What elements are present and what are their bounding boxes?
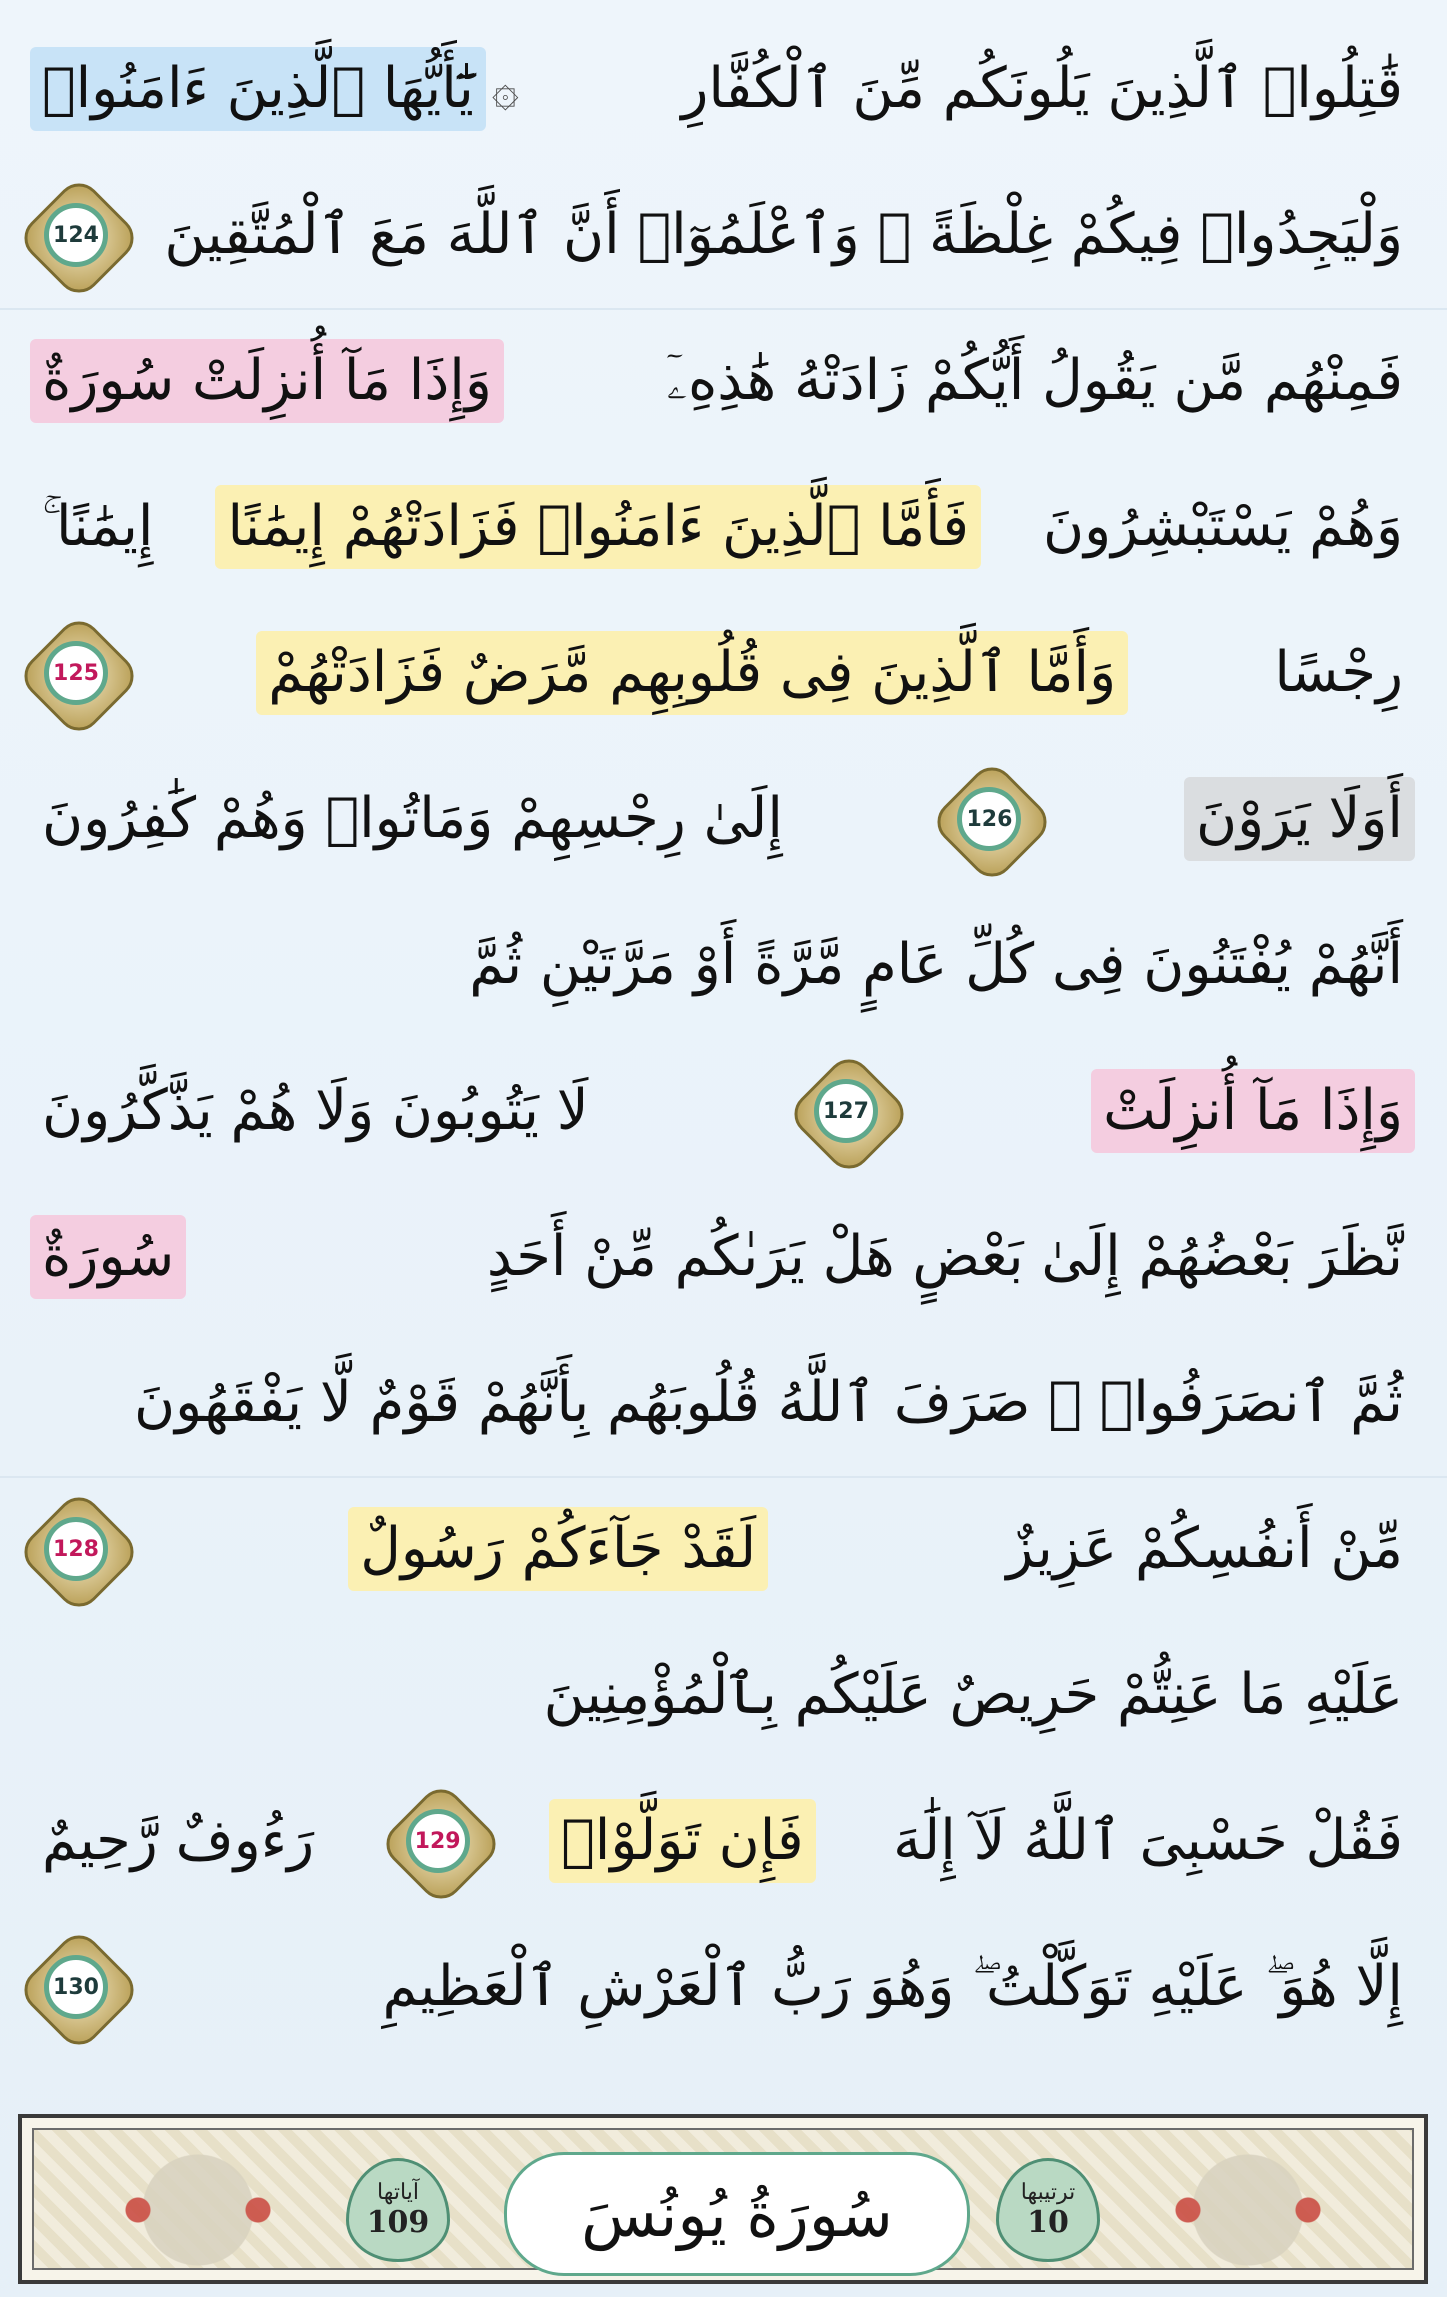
ornament-left-icon [48,2150,348,2270]
highlighted-segment: وَأَمَّا ٱلَّذِينَ فِى قُلُوبِهِم مَّرَضٌ فَزَادَتْهُمْ [256,631,1128,715]
surah-title-box [504,2152,970,2276]
highlighted-segment: يَٰٓأَيُّهَا ٱلَّذِينَ ءَامَنُوا۟ [30,47,486,131]
verse-line [30,1484,1415,1614]
verse-segment: قَٰتِلُوا۟ ٱلَّذِينَ يَلُونَكُم مِّنَ ٱلْكُفَّارِ [681,56,1403,121]
ornament-right-icon [1098,2150,1398,2270]
verse-line [30,900,1415,1030]
verse-line [30,1338,1415,1468]
section-divider [0,1476,1447,1478]
verse-segment: عَلَيْهِ مَا عَنِتُّمْ حَرِيصٌ عَلَيْكُم بِٱلْمُؤْمِنِينَ [543,1662,1403,1727]
ayah-number-marker [392,1795,484,1887]
ayah-number-marker [800,1065,892,1157]
verse-segment: رِجْسًا [1274,640,1403,705]
verse-line [30,1776,1415,1906]
verse-line [30,754,1415,884]
highlighted-segment: فَإِن تَوَلَّوْا۟ [549,1799,815,1883]
ayah-number-marker [30,1503,122,1595]
highlighted-segment: أَوَلَا يَرَوْنَ [1184,777,1415,861]
verse-line [30,24,1415,154]
ayah-number-marker [30,189,122,281]
ayah-number-marker [30,627,122,719]
verses-count-badge [338,2144,458,2276]
highlighted-segment: وَإِذَا مَآ أُنزِلَتْ سُورَةٌ [30,339,504,423]
surah-header-frame [18,2114,1428,2284]
ayah-number-marker [30,1941,122,2033]
verse-segment: وَلْيَجِدُوا۟ فِيكُمْ غِلْظَةً ۚ وَٱعْلَمُوٓا۟ أَنَّ ٱللَّهَ مَعَ ٱلْمُتَّقِينَ [164,202,1403,267]
verse-segment: نَّظَرَ بَعْضُهُمْ إِلَىٰ بَعْضٍ هَلْ يَرَىٰكُم مِّنْ أَحَدٍ [486,1224,1403,1289]
rub-el-hizb-icon: ۞ [491,62,519,116]
highlighted-segment: لَقَدْ جَآءَكُمْ رَسُولٌ [348,1507,768,1591]
verse-line [30,170,1415,300]
verse-segment: إِيمَٰنًا ۚ [42,494,154,559]
verse-line [30,462,1415,592]
ayah-number: 129 [414,1828,461,1854]
verse-line [30,608,1415,738]
verse-segment: إِلَىٰ رِجْسِهِمْ وَمَاتُوا۟ وَهُمْ كَٰفِرُونَ [42,786,783,851]
verse-segment: فَقُلْ حَسْبِىَ ٱللَّهُ لَآ إِلَٰهَ [893,1808,1403,1873]
ayah-number: 126 [966,806,1013,832]
verse-line [30,316,1415,446]
verses-number: 109 [366,2205,430,2240]
verse-line [30,1192,1415,1322]
verse-segment: ثُمَّ ٱنصَرَفُوا۟ ۚ صَرَفَ ٱللَّهُ قُلُوبَهُم بِأَنَّهُمْ قَوْمٌ لَّا يَفْقَهُونَ [134,1370,1403,1435]
order-badge [988,2144,1108,2276]
verse-segment: وَهُمْ يَسْتَبْشِرُونَ [1042,494,1403,559]
highlighted-segment: سُورَةٌ [30,1215,186,1299]
surah-header-inner [32,2128,1414,2270]
verse-segment: لَا يَتُوبُونَ وَلَا هُمْ يَذَّكَّرُونَ [42,1078,589,1143]
verse-line [30,1922,1415,2052]
verse-segment: فَمِنْهُم مَّن يَقُولُ أَيُّكُمْ زَادَتْهُ هَٰذِهِۦٓ [666,348,1403,413]
verse-line [30,1630,1415,1760]
order-number: 10 [1027,2205,1069,2240]
order-label: ترتيبها [1020,2180,1076,2205]
ayah-number: 124 [53,222,99,248]
ayah-number: 127 [822,1098,869,1124]
surah-title: سُورَةُ يُونُسَ [581,2177,893,2251]
verse-segment: رَءُوفٌ رَّحِيمٌ [42,1808,315,1873]
verse-segment: إِلَّا هُوَ ۖ عَلَيْهِ تَوَكَّلْتُ ۖ وَهُوَ رَبُّ ٱلْعَرْشِ ٱلْعَظِيمِ [382,1954,1403,2019]
ayah-number: 125 [53,660,99,686]
highlighted-segment: فَأَمَّا ٱلَّذِينَ ءَامَنُوا۟ فَزَادَتْهُمْ إِيمَٰنًا [215,485,981,569]
ayah-number: 130 [53,1974,99,2000]
section-divider [0,308,1447,310]
verse-segment: مِّنْ أَنفُسِكُمْ عَزِيزٌ [1006,1516,1403,1581]
ayah-number: 128 [53,1536,99,1562]
highlighted-segment: وَإِذَا مَآ أُنزِلَتْ [1091,1069,1415,1153]
verse-line [30,1046,1415,1176]
ayah-number-marker [943,773,1035,865]
verse-segment: أَنَّهُمْ يُفْتَنُونَ فِى كُلِّ عَامٍ مَّرَّةً أَوْ مَرَّتَيْنِ ثُمَّ [469,932,1403,997]
verses-label: آياتها [377,2180,419,2205]
